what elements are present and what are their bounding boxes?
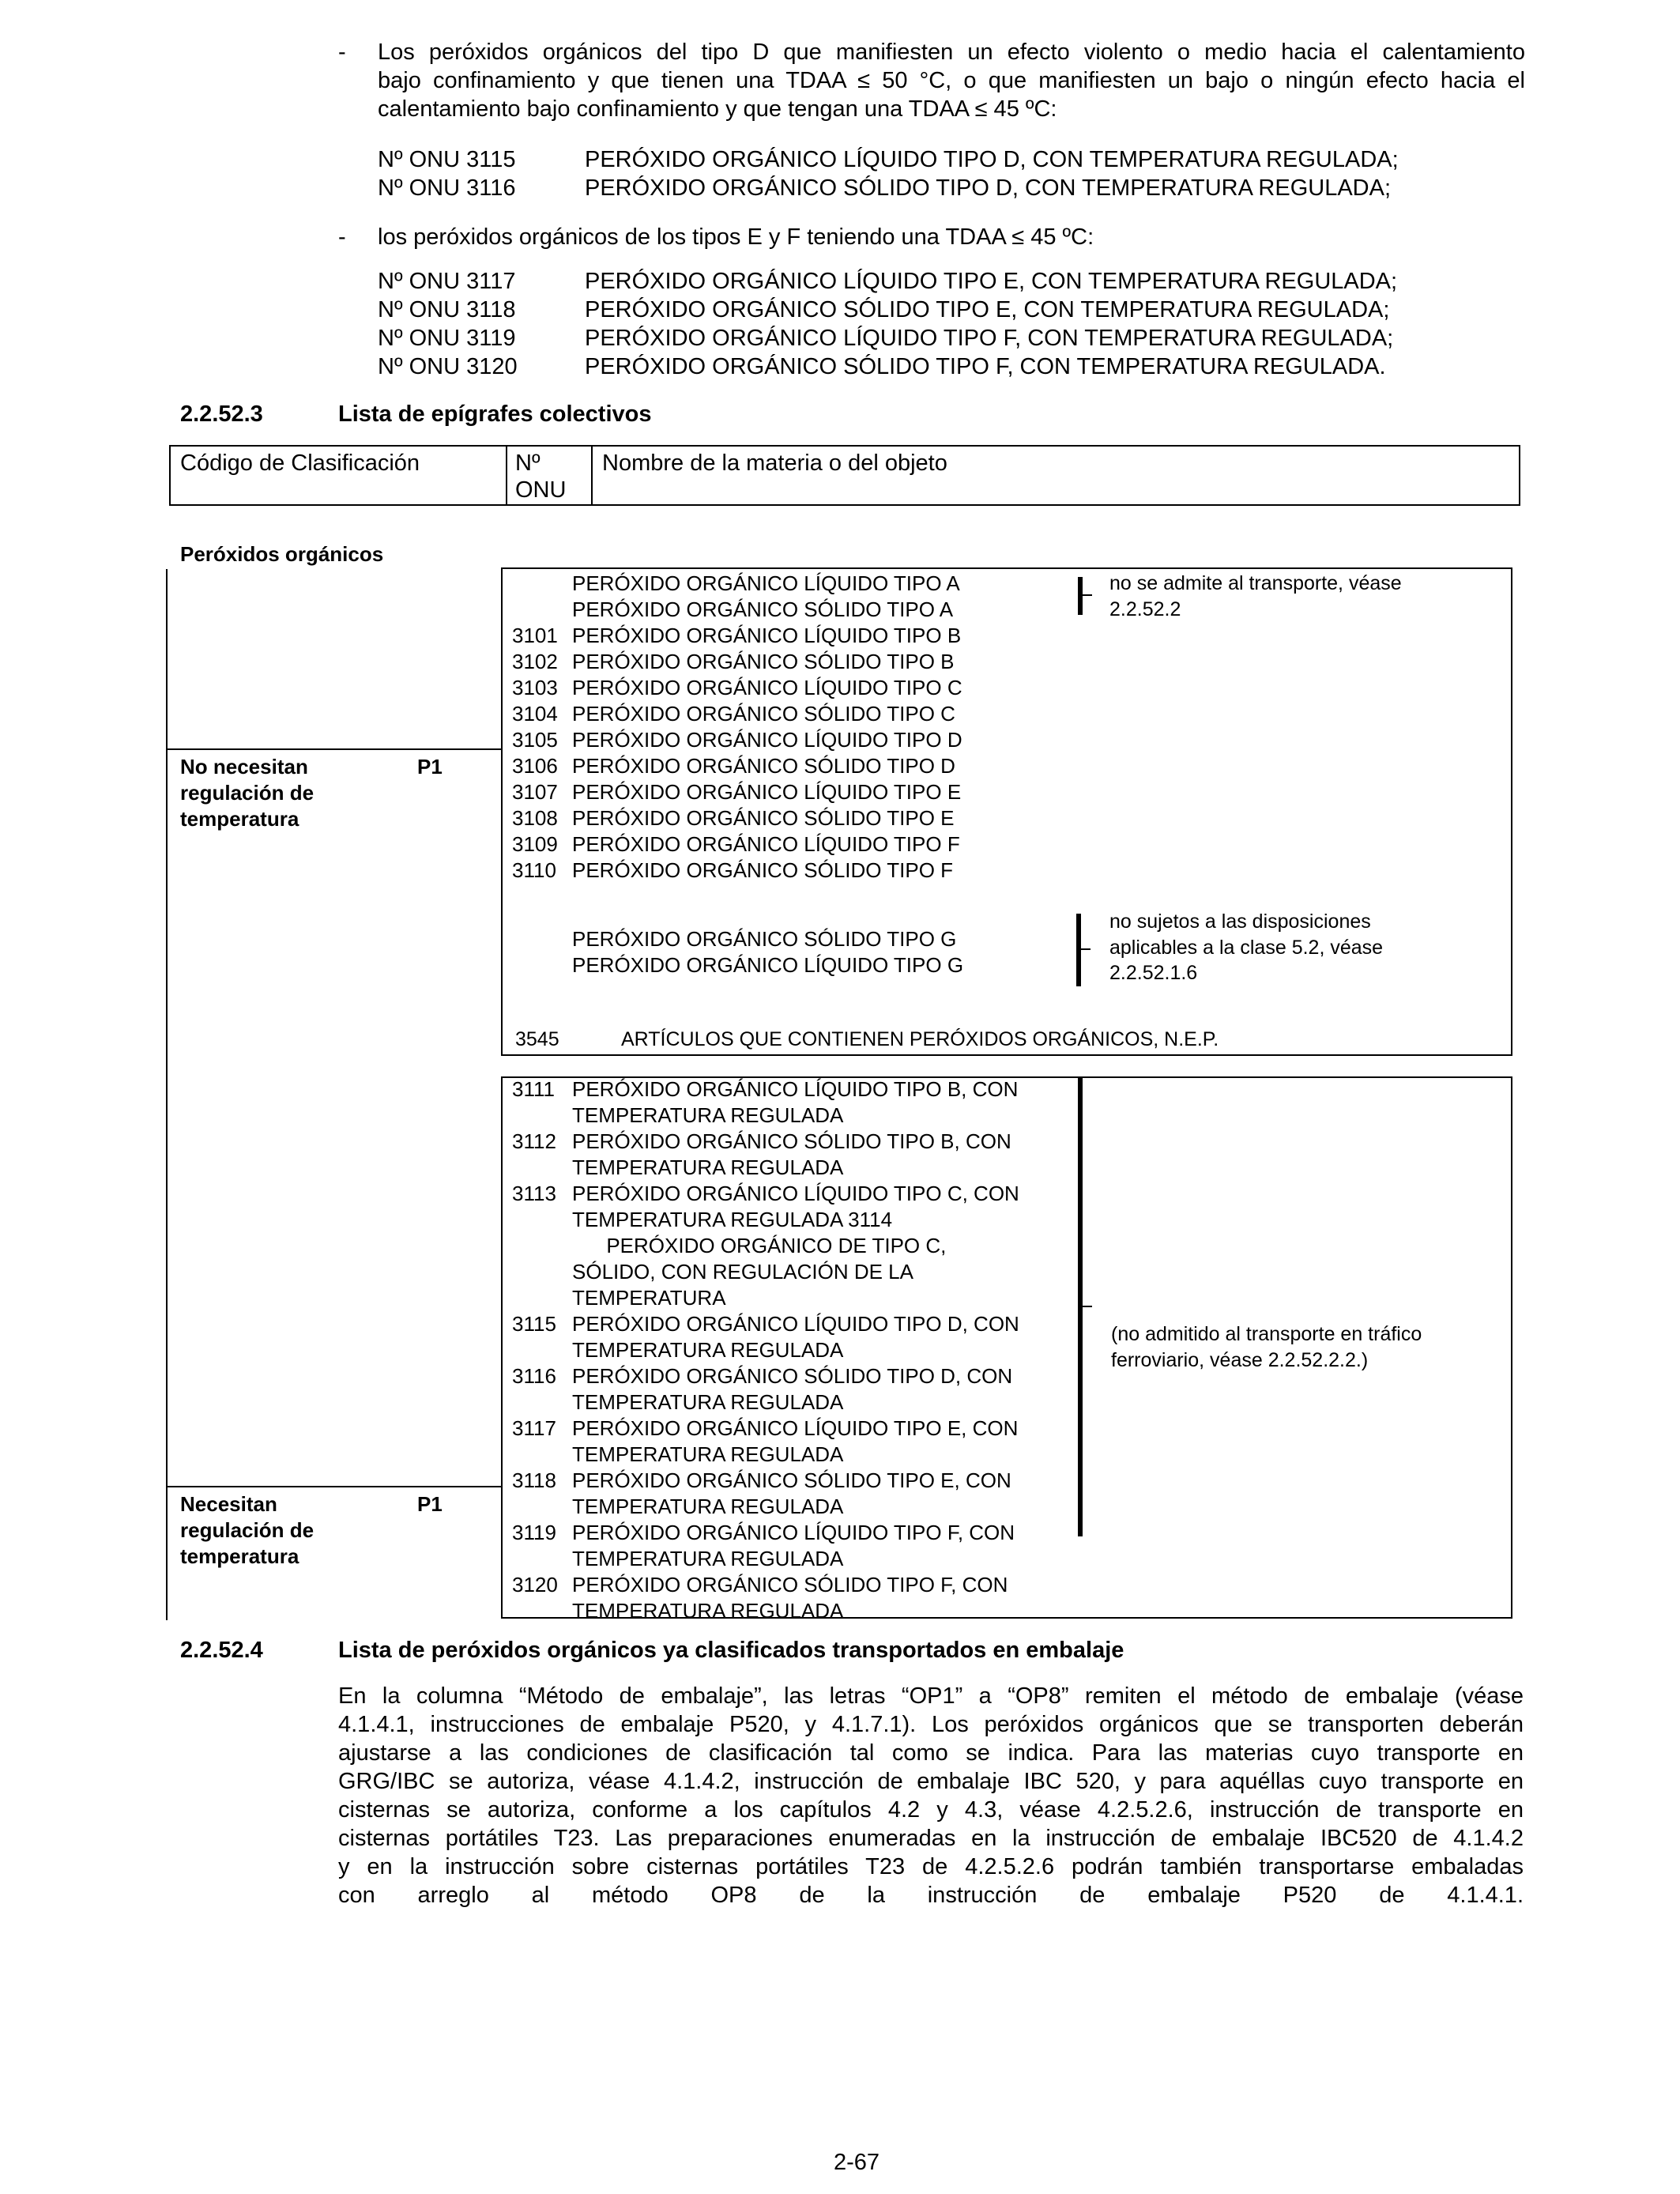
note-line: (no admitido al transporte en tráfico xyxy=(1111,1323,1422,1345)
bracket-tick xyxy=(1083,1306,1092,1307)
paragraph-line: ajustarse a las condiciones de clasificación tal como se indica. Para las materias cuyo transporte en xyxy=(338,1740,1524,1766)
un-number: 3119 xyxy=(512,1521,556,1544)
category-line: Necesitan xyxy=(180,1492,277,1516)
un-number: 3111 xyxy=(512,1077,555,1101)
item-text: TEMPERATURA REGULADA xyxy=(572,1547,844,1570)
un-number: 3107 xyxy=(512,780,558,804)
onu-name: PERÓXIDO ORGÁNICO SÓLIDO TIPO E, CON TEMPERATURA REGULADA; xyxy=(585,297,1390,322)
item-text: PERÓXIDO ORGÁNICO LÍQUIDO TIPO D, CON xyxy=(572,1312,1019,1336)
un-number: 3117 xyxy=(512,1416,556,1440)
table-divider xyxy=(506,445,507,506)
item-text: PERÓXIDO ORGÁNICO SÓLIDO TIPO D, CON xyxy=(572,1364,1013,1388)
un-number: 3118 xyxy=(512,1468,556,1492)
un-number: 3102 xyxy=(512,650,558,673)
category-reg xyxy=(180,1491,314,1570)
onu-row xyxy=(378,324,1393,352)
paragraph-line: cisternas portátiles T23. Las preparaciones enumeradas en la instrucción de embalaje IBC520 de 4.1.4.2 xyxy=(338,1826,1524,1851)
bullet1-paragraph xyxy=(378,38,1525,123)
onu-name: PERÓXIDO ORGÁNICO LÍQUIDO TIPO F, CON TEMPERATURA REGULADA; xyxy=(585,326,1394,351)
un-number: 3101 xyxy=(512,624,558,647)
note-line: 2.2.52.1.6 xyxy=(1109,962,1198,985)
item-text: TEMPERATURA REGULADA xyxy=(572,1495,844,1518)
item-name: PERÓXIDO ORGÁNICO SÓLIDO TIPO F xyxy=(572,858,954,882)
item-name: PERÓXIDO ORGÁNICO LÍQUIDO TIPO G xyxy=(572,953,964,977)
left-horizontal-line xyxy=(166,748,501,750)
item-name: PERÓXIDO ORGÁNICO SÓLIDO TIPO G xyxy=(572,927,957,951)
category-line: regulación de xyxy=(180,1518,315,1542)
paragraph-line: con arreglo al método OP8 de la instrucción de embalaje P520 de 4.1.4.1. xyxy=(338,1883,1524,1908)
item-text: TEMPERATURA REGULADA xyxy=(572,1338,844,1362)
item-name: PERÓXIDO ORGÁNICO SÓLIDO TIPO C xyxy=(572,702,955,726)
note-line: aplicables a la clase 5.2, véase xyxy=(1109,936,1384,959)
note-line: 2.2.52.2 xyxy=(1109,598,1181,620)
section-title: Lista de peróxidos orgánicos ya clasificados transportados en embalaje xyxy=(338,1638,1124,1663)
un-number: 3115 xyxy=(512,1312,556,1336)
un-number: 3113 xyxy=(512,1182,556,1205)
onu-row xyxy=(378,352,1386,381)
item-text: PERÓXIDO ORGÁNICO SÓLIDO TIPO B, CON xyxy=(572,1129,1011,1153)
bullet1-line: calentamiento bajo confinamiento y que tengan una TDAA ≤ 45 ºC: xyxy=(378,96,1057,122)
item-text: TEMPERATURA REGULADA 3114 xyxy=(572,1208,893,1231)
category-line: No necesitan xyxy=(180,755,308,778)
bracket-type-g xyxy=(1076,914,1081,986)
note-type-a xyxy=(1109,571,1402,622)
note-line: no sujetos a las disposiciones xyxy=(1109,910,1371,933)
un-number: 3545 xyxy=(515,1028,559,1050)
section4-paragraph xyxy=(338,1682,1524,1909)
onu-code: Nº ONU 3119 xyxy=(378,326,516,351)
item-text: PERÓXIDO ORGÁNICO LÍQUIDO TIPO F, CON xyxy=(572,1521,1015,1544)
item-text: TEMPERATURA xyxy=(572,1286,726,1310)
onu-row xyxy=(378,296,1389,324)
paragraph-line: y en la instrucción sobre cisternas portátiles T23 de 4.2.5.2.6 podrán también transportarse embaladas xyxy=(338,1854,1524,1879)
item-name: ARTÍCULOS QUE CONTIENEN PERÓXIDOS ORGÁNICOS, N.E.P. xyxy=(621,1028,1219,1050)
onu-code: Nº ONU 3120 xyxy=(378,354,518,379)
paragraph-line: GRG/IBC se autoriza, véase 4.1.4.2, instrucción de embalaje IBC 520, y para aquéllas cuyo transporte en xyxy=(338,1769,1524,1794)
onu-name: PERÓXIDO ORGÁNICO SÓLIDO TIPO D, CON TEMPERATURA REGULADA; xyxy=(585,175,1392,201)
bullet2-text: los peróxidos orgánicos de los tipos E y F teniendo una TDAA ≤ 45 ºC: xyxy=(378,224,1094,250)
item-text: TEMPERATURA REGULADA xyxy=(572,1599,844,1623)
un-number: 3110 xyxy=(512,858,556,882)
bullet1-line: Los peróxidos orgánicos del tipo D que manifiesten un efecto violento o medio hacia el calentamiento xyxy=(378,40,1525,65)
item-name: PERÓXIDO ORGÁNICO LÍQUIDO TIPO F xyxy=(572,832,960,856)
item-name: PERÓXIDO ORGÁNICO LÍQUIDO TIPO C xyxy=(572,676,962,699)
item-name: PERÓXIDO ORGÁNICO LÍQUIDO TIPO B xyxy=(572,624,962,647)
note-line: ferroviario, véase 2.2.52.2.2.) xyxy=(1111,1348,1369,1371)
bracket-tick xyxy=(1081,948,1090,950)
note-regulation xyxy=(1111,1321,1422,1373)
un-number: 3108 xyxy=(512,806,558,830)
page-number: 2-67 xyxy=(833,2150,880,2175)
left-vertical-line xyxy=(166,569,168,1620)
onu-code: Nº ONU 3117 xyxy=(378,269,516,294)
bracket-type-a xyxy=(1078,577,1083,615)
note-line: no se admite al transporte, véase xyxy=(1109,572,1402,594)
item-text: PERÓXIDO ORGÁNICO SÓLIDO TIPO E, CON xyxy=(572,1468,1011,1492)
item-name: PERÓXIDO ORGÁNICO SÓLIDO TIPO A xyxy=(572,598,954,621)
onu-name: PERÓXIDO ORGÁNICO LÍQUIDO TIPO E, CON TEMPERATURA REGULADA; xyxy=(585,269,1398,294)
category-no-reg xyxy=(180,754,314,832)
category-line: temperatura xyxy=(180,1544,299,1568)
un-number: 3105 xyxy=(512,728,558,752)
paragraph-line: 4.1.4.1, instrucciones de embalaje P520, y 4.1.7.1). Los peróxidos orgánicos que se transporten deberán xyxy=(338,1712,1524,1737)
section-number: 2.2.52.4 xyxy=(180,1638,263,1663)
header-col-onu: ONU xyxy=(515,477,567,503)
un-number: 3106 xyxy=(512,754,558,778)
category-line: regulación de xyxy=(180,781,315,805)
onu-row xyxy=(378,174,1391,202)
bullet-dash: - xyxy=(338,40,346,65)
item-name: PERÓXIDO ORGÁNICO LÍQUIDO TIPO A xyxy=(572,571,960,595)
un-number: 3120 xyxy=(512,1573,558,1596)
classification-code: P1 xyxy=(417,755,443,778)
onu-name: PERÓXIDO ORGÁNICO LÍQUIDO TIPO D, CON TEMPERATURA REGULADA; xyxy=(585,147,1399,172)
header-col-name: Nombre de la materia o del objeto xyxy=(602,450,947,476)
item-text: PERÓXIDO ORGÁNICO LÍQUIDO TIPO E, CON xyxy=(572,1416,1019,1440)
paragraph-line: En la columna “Método de embalaje”, las letras “OP1” a “OP8” remiten el método de embalaje (véase xyxy=(338,1683,1524,1709)
item-name: PERÓXIDO ORGÁNICO LÍQUIDO TIPO D xyxy=(572,728,962,752)
item-name: PERÓXIDO ORGÁNICO SÓLIDO TIPO B xyxy=(572,650,955,673)
bullet-dash: - xyxy=(338,224,346,250)
header-col-code: Código de Clasificación xyxy=(180,450,420,476)
item-text: PERÓXIDO ORGÁNICO LÍQUIDO TIPO C, CON xyxy=(572,1182,1019,1205)
item-text: PERÓXIDO ORGÁNICO LÍQUIDO TIPO B, CON xyxy=(572,1077,1019,1101)
onu-row xyxy=(378,267,1397,296)
item-name: PERÓXIDO ORGÁNICO SÓLIDO TIPO E xyxy=(572,806,955,830)
un-number: 3103 xyxy=(512,676,558,699)
onu-code: Nº ONU 3116 xyxy=(378,175,516,201)
section-title: Lista de epígrafes colectivos xyxy=(338,401,652,427)
bracket-tick xyxy=(1083,594,1092,596)
header-col-onu: Nº xyxy=(515,450,541,476)
left-horizontal-line xyxy=(166,1486,501,1487)
section-number: 2.2.52.3 xyxy=(180,401,263,427)
item-text: SÓLIDO, CON REGULACIÓN DE LA xyxy=(572,1260,913,1284)
table-divider xyxy=(591,445,593,506)
item-name: PERÓXIDO ORGÁNICO SÓLIDO TIPO D xyxy=(572,754,955,778)
bullet1-line: bajo confinamiento y que tienen una TDAA ≤ 50 °C, o que manifiesten un bajo o ningún efecto hacia el xyxy=(378,68,1525,93)
note-type-g xyxy=(1109,909,1383,986)
un-number: 3104 xyxy=(512,702,558,726)
bracket-regulation xyxy=(1078,1078,1083,1536)
item-name: PERÓXIDO ORGÁNICO LÍQUIDO TIPO E xyxy=(572,780,962,804)
item-text: TEMPERATURA REGULADA xyxy=(572,1155,844,1179)
item-text: TEMPERATURA REGULADA xyxy=(572,1390,844,1414)
un-number: 3116 xyxy=(512,1364,556,1388)
item-text: PERÓXIDO ORGÁNICO SÓLIDO TIPO F, CON xyxy=(572,1573,1008,1596)
un-number: 3109 xyxy=(512,832,558,856)
onu-name: PERÓXIDO ORGÁNICO SÓLIDO TIPO F, CON TEMPERATURA REGULADA. xyxy=(585,354,1386,379)
item-text: PERÓXIDO ORGÁNICO DE TIPO C, xyxy=(572,1234,947,1257)
onu-row xyxy=(378,145,1399,174)
category-line: temperatura xyxy=(180,807,299,831)
item-text: TEMPERATURA REGULADA xyxy=(572,1442,844,1466)
onu-code: Nº ONU 3118 xyxy=(378,297,516,322)
item-text: TEMPERATURA REGULADA xyxy=(572,1103,844,1127)
paragraph-line: cisternas se autoriza, conforme a los capítulos 4.2 y 4.3, véase 4.2.5.2.6, instrucción de transporte en xyxy=(338,1797,1524,1823)
un-number: 3112 xyxy=(512,1129,556,1153)
onu-code: Nº ONU 3115 xyxy=(378,147,516,172)
classification-code: P1 xyxy=(417,1492,443,1516)
group-title: Peróxidos orgánicos xyxy=(180,542,384,566)
